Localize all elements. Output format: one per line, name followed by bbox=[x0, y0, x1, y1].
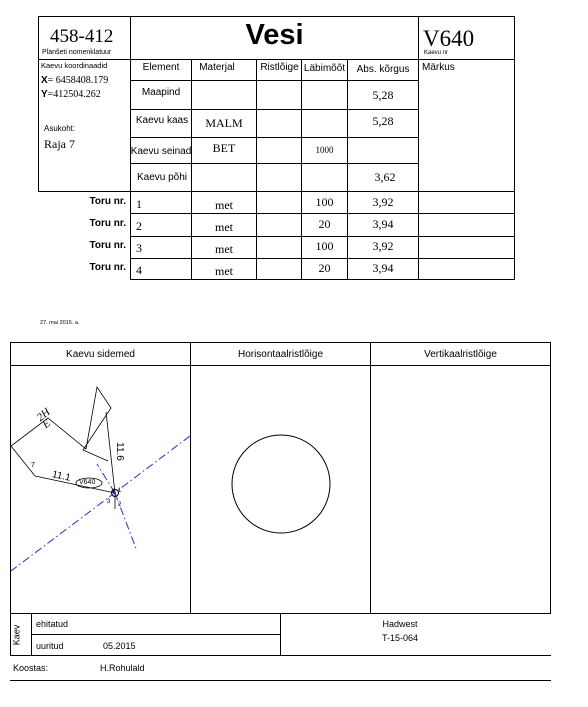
well-section-circle bbox=[232, 435, 330, 533]
panel-title-connections: Kaevu sidemed bbox=[66, 349, 135, 360]
author-name: H.Rohulald bbox=[100, 663, 145, 673]
connections-sketch bbox=[11, 366, 190, 613]
coord-y: Y=412504.262 bbox=[41, 89, 101, 100]
footer-built-label: ehitatud bbox=[36, 619, 69, 629]
sheet-caption: Planšeti nomenklatuur bbox=[42, 49, 112, 56]
pipe-label: Toru nr. bbox=[89, 240, 126, 251]
pipe-diameter: 20 bbox=[318, 217, 331, 231]
col-header-section: Ristlõige bbox=[260, 62, 299, 73]
cell-material: MALM bbox=[205, 116, 243, 130]
dimension-label-short: 11.1 bbox=[51, 469, 72, 484]
panel-title-horizontal: Horisontaalristlõige bbox=[237, 349, 324, 360]
well-caption: Kaevu nr bbox=[424, 50, 449, 56]
dimension-label-long: 11.6 bbox=[113, 442, 125, 461]
footer-surveyed-date: 05.2015 bbox=[103, 641, 136, 651]
pipe-number: 2 bbox=[136, 219, 142, 233]
well-tag: V640 bbox=[79, 479, 96, 486]
coord-x: X= 6458408.179 bbox=[41, 75, 109, 86]
pipe-number-3: 3 bbox=[107, 499, 111, 505]
pipe-number: 3 bbox=[136, 241, 142, 255]
document-date: 27. mai 2015. a. bbox=[40, 320, 80, 326]
page-title: Vesi bbox=[245, 19, 304, 51]
building-edge bbox=[11, 446, 35, 476]
pipe-height: 3,92 bbox=[372, 195, 394, 209]
cell-element: Kaevu kaas bbox=[135, 115, 189, 126]
col-header-material: Materjal bbox=[199, 62, 235, 73]
pipe-height: 3,92 bbox=[372, 239, 394, 253]
footer-side-label: Kaev bbox=[11, 624, 22, 646]
project-number: T-15-064 bbox=[381, 633, 419, 643]
col-header-height: Abs. kõrgus bbox=[356, 64, 410, 75]
pipe-material: met bbox=[215, 220, 233, 234]
col-header-remarks: Märkus bbox=[422, 62, 455, 73]
dimension-line-short bbox=[35, 476, 115, 493]
pipe-diameter: 20 bbox=[318, 261, 331, 275]
cell-element: Kaevu põhi bbox=[136, 172, 188, 183]
pipe-height: 3,94 bbox=[372, 261, 394, 275]
col-header-diameter: Läbimõõt bbox=[303, 63, 346, 74]
cell-height: 5,28 bbox=[372, 114, 394, 128]
pipe-label: Toru nr. bbox=[89, 196, 126, 207]
cell-element: Kaevu seinad bbox=[130, 146, 192, 157]
pipe-height: 3,94 bbox=[372, 217, 394, 231]
coords-caption: Kaevu koordinaadid bbox=[41, 61, 108, 70]
panel-title-vertical: Vertikaalristlõige bbox=[424, 349, 497, 360]
sheet-number: 458-412 bbox=[50, 26, 114, 47]
pipe-material: met bbox=[215, 264, 233, 278]
location-label: Asukoht: bbox=[44, 124, 76, 133]
pipe-diameter: 100 bbox=[315, 195, 334, 209]
pipe-number: 1 bbox=[136, 197, 142, 211]
footer-surveyed-label: uuritud bbox=[36, 641, 64, 651]
cell-height: 3,62 bbox=[374, 170, 396, 184]
pipe-number: 4 bbox=[136, 263, 142, 277]
cell-material: BET bbox=[212, 141, 236, 155]
author-label: Koostas: bbox=[13, 663, 49, 673]
pipe-label: Toru nr. bbox=[89, 218, 126, 229]
pipe-number-4: 4 bbox=[111, 489, 115, 495]
corner-number: 7 bbox=[31, 462, 35, 469]
col-header-element: Element bbox=[142, 62, 180, 73]
cell-height: 5,28 bbox=[372, 88, 394, 102]
pipe-label: Toru nr. bbox=[89, 262, 126, 273]
pipe-number-2: 2 bbox=[118, 502, 122, 508]
pipe-material: met bbox=[215, 198, 233, 212]
pipe-line-1 bbox=[11, 436, 190, 571]
pipe-number-1: 1 bbox=[118, 488, 122, 494]
pipe-diameter: 100 bbox=[315, 239, 334, 253]
cell-diameter: 1000 bbox=[315, 145, 334, 155]
cell-element: Maapind bbox=[141, 87, 181, 98]
company-name: Hadwest bbox=[382, 619, 418, 629]
building-label: 2H E bbox=[34, 406, 53, 432]
well-number: V640 bbox=[423, 26, 475, 51]
pipe-material: met bbox=[215, 242, 233, 256]
horizontal-section-drawing bbox=[191, 366, 370, 613]
location-value: Raja 7 bbox=[44, 137, 75, 151]
building-outline bbox=[11, 387, 111, 461]
